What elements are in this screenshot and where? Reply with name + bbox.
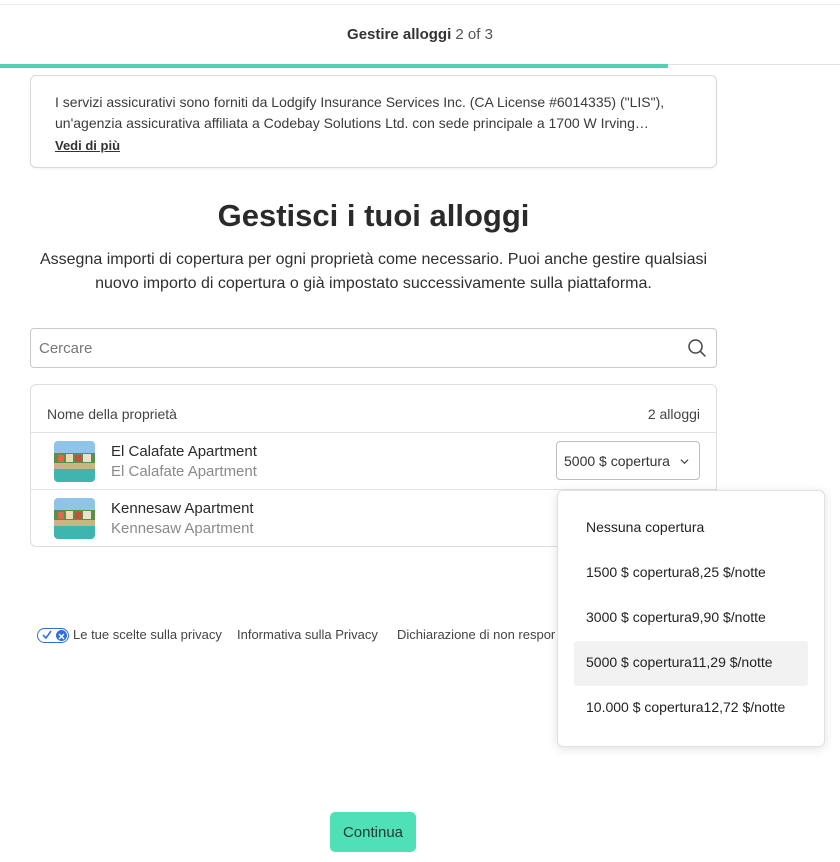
privacy-choices-toggle[interactable]: [37, 628, 69, 643]
search-input[interactable]: [31, 329, 671, 367]
property-name: El Calafate Apartment: [111, 443, 257, 460]
property-thumbnail: [54, 498, 95, 539]
coverage-option-3000[interactable]: 3000 $ copertura9,90 $/notte: [586, 609, 766, 625]
privacy-policy-link[interactable]: Informativa sulla Privacy: [237, 627, 378, 642]
toggle-knob: [56, 630, 67, 641]
see-more-link[interactable]: Vedi di più: [55, 138, 121, 153]
continue-button[interactable]: Continua: [330, 812, 416, 852]
footer-links: [37, 626, 557, 646]
top-bar: [0, 0, 840, 66]
step-indicator: [0, 26, 840, 43]
property-thumbnail: [54, 441, 95, 482]
coverage-select-value: 5000 $ copertura: [564, 453, 670, 469]
property-name: Kennesaw Apartment: [111, 500, 254, 517]
close-icon: [56, 631, 67, 642]
coverage-option-1500[interactable]: 1500 $ copertura8,25 $/notte: [586, 564, 766, 580]
chevron-down-icon: [680, 457, 689, 466]
coverage-option-none[interactable]: Nessuna copertura: [586, 519, 705, 535]
check-icon: [42, 629, 52, 640]
search-icon[interactable]: [687, 338, 707, 358]
top-divider: [0, 4, 840, 5]
table-row: [31, 433, 716, 490]
property-subtitle: El Calafate Apartment: [111, 463, 257, 480]
step-title: Gestire alloggi: [347, 26, 452, 43]
progress-bar: [0, 64, 668, 68]
insurance-notice: [30, 75, 717, 168]
step-count: 2 of 3: [455, 26, 493, 43]
coverage-select[interactable]: [556, 441, 700, 480]
column-header-name: Nome della proprietà: [47, 406, 177, 422]
disclaimer-link[interactable]: Dichiarazione di non respor: [397, 627, 556, 642]
search-box: [30, 328, 717, 368]
coverage-option-5000[interactable]: 5000 $ copertura11,29 $/notte: [574, 641, 808, 686]
privacy-choices-link[interactable]: Le tue scelte sulla privacy: [73, 627, 222, 642]
table-header: [31, 385, 716, 433]
page-subtitle: Assegna importi di copertura per ogni proprietà come necessario. Puoi anche gestire qualsiasi nuovo importo di copertura o già impostato successivamente sulla piattaforma.: [39, 251, 708, 292]
property-count: 2 alloggi: [647, 406, 700, 422]
notice-text: I servizi assicurativi sono forniti da Lodgify Insurance Services Inc. (CA License #6014335) ("LIS"), un'agenzia assicurativa affiliata a Codebay Solutions Ltd. con sede principale a 1700 W Irving…: [55, 94, 665, 131]
coverage-dropdown: [557, 490, 825, 747]
property-subtitle: Kennesaw Apartment: [111, 520, 254, 537]
coverage-option-10000[interactable]: 10.000 $ copertura12,72 $/notte: [586, 699, 786, 715]
page-title: Gestisci i tuoi alloggi: [217, 198, 530, 233]
